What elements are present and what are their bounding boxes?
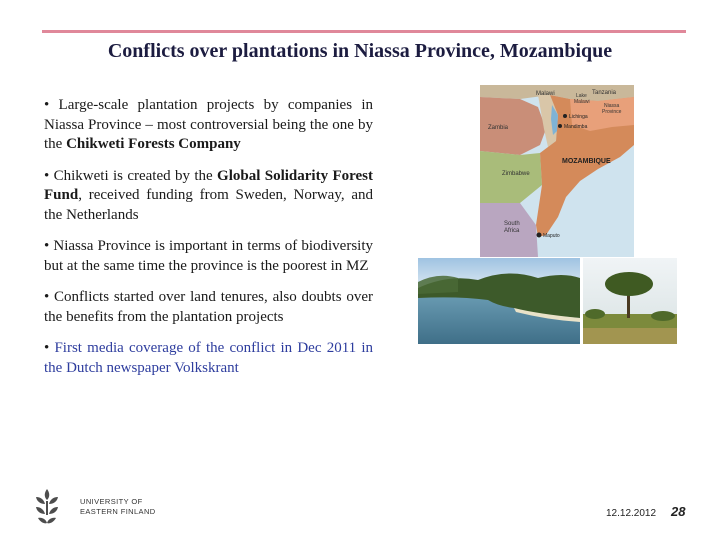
bullet-item [44,339,373,378]
label-zambia: Zambia [488,125,509,131]
lichinga-marker [563,114,567,118]
label-niassa: Niassa [604,103,620,109]
bullet-text: • Large-scale plantation projects by companies in Niassa Province – most controversial being the one by the [44,97,373,152]
label-zimbabwe: Zimbabwe [502,171,530,177]
lake-landscape-photo [418,258,580,344]
maputo-marker [537,233,542,238]
bullet-text: • Chikweti is created by the [44,167,218,184]
university-name [80,497,156,517]
tree-landscape-photo [583,258,677,344]
bullet-link-text: First media coverage of the conflict in Dec 2011 in the Dutch newspaper Volkskrant [44,340,373,376]
university-emblem-icon [33,488,77,528]
title-rule [42,30,686,33]
bullet-item [44,96,373,155]
bullet-item: • Niassa Province is important in terms of biodiversity but at the same time the province is the poorest in MZ [44,238,373,274]
label-south: South [504,221,520,227]
slide-title: Conflicts over plantations in Niassa Province, Mozambique [107,40,613,62]
bullet-text: , received funding from Sweden, Norway, and the Netherlands [44,187,373,223]
page-number: 28 [671,504,686,519]
label-malawi: Malawi [536,91,555,97]
bullet-bold: Chikweti Forests Company [66,136,241,152]
label-lake-malawi: Malawi [574,99,590,105]
bullet-item [44,167,373,226]
bullet-bold: Global Solidarity Forest Fund [44,167,373,203]
mandimba-marker [558,124,562,128]
label-lake: Lake [576,93,587,99]
label-province: Province [602,109,622,115]
label-mandimba: Mandimba [564,124,588,130]
label-tanzania: Tanzania [592,90,617,96]
label-africa: Africa [504,228,520,234]
label-mozambique: MOZAMBIQUE [562,158,611,165]
university-name-line2: EASTERN FINLAND [80,507,156,516]
bullet-list [44,96,373,390]
label-lichinga: Lichinga [569,114,588,120]
mozambique-map [480,85,634,257]
university-name-line1: UNIVERSITY OF [80,497,143,506]
footer-date: 12.12.2012 [606,508,657,519]
bullet-text: • [44,340,55,356]
label-maputo: Maputo [543,233,560,239]
bullet-item: • Conflicts started over land tenures, also doubts over the benefits from the plantation projects [44,289,373,325]
